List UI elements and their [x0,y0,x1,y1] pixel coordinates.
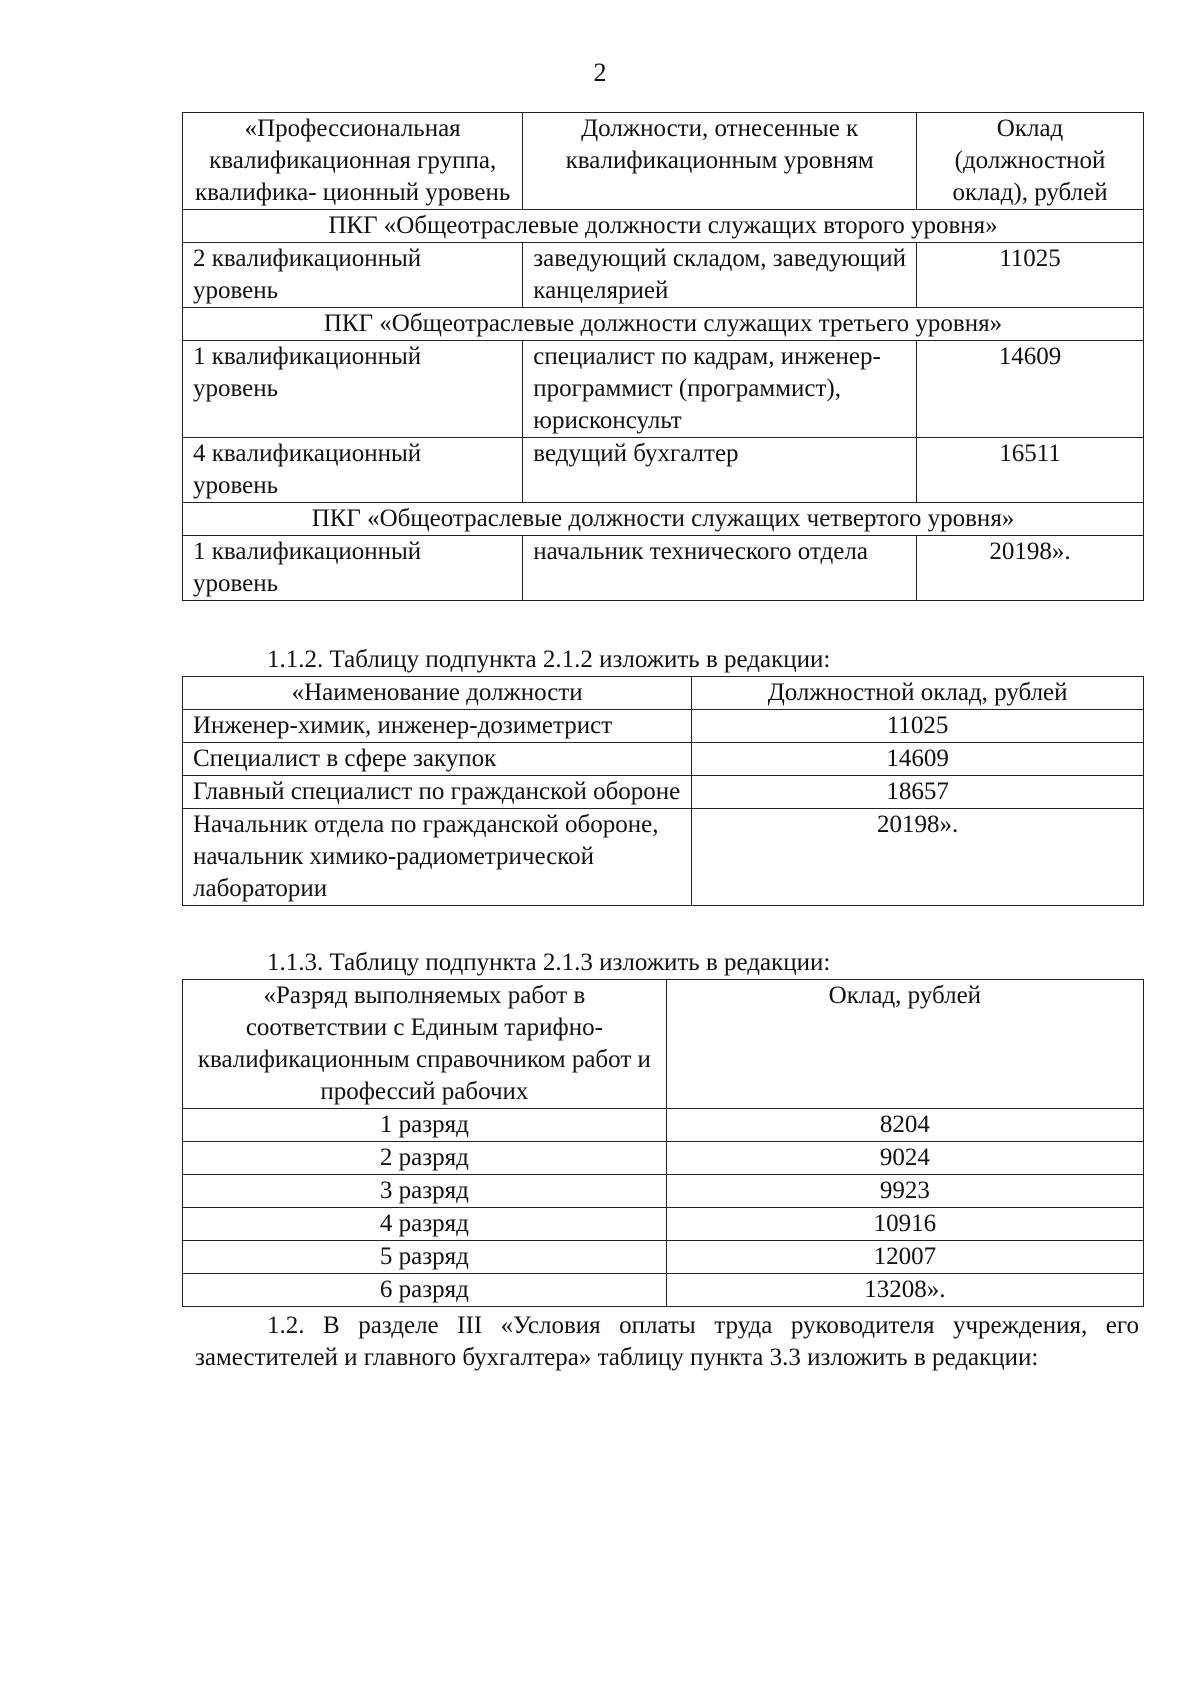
position-cell: Инженер-химик, инженер-дозиметрист [183,710,692,743]
table-row [183,1241,1144,1274]
worker-grade-table [182,979,1144,1307]
table-row [183,743,1144,776]
table-row [183,1109,1144,1142]
table-row [183,536,1144,601]
group-title: ПКГ «Общеотраслевые должности служащих второго уровня» [183,210,1144,243]
table-row [183,438,1144,503]
column-header-positions: Должности, отнесенные к квалификационным уровням [523,113,917,210]
table-row [183,243,1144,308]
table-row [183,341,1144,438]
grade-cell: 6 разряд [183,1274,667,1307]
column-header-position: «Наименование должности [183,677,692,710]
table-row [183,1274,1144,1307]
salary-cell: 11025 [917,243,1144,308]
salary-cell: 14609 [692,743,1144,776]
salary-cell: 11025 [692,710,1144,743]
position-cell: Главный специалист по гражданской обороне [183,776,692,809]
grade-cell: 5 разряд [183,1241,667,1274]
position-cell: Специалист в сфере закупок [183,743,692,776]
group-title-row [183,503,1144,536]
grade-cell: 4 разряд [183,1208,667,1241]
table-header-row [183,113,1144,210]
column-header-salary: Оклад (должностной оклад), рублей [917,113,1144,210]
grade-cell: 3 разряд [183,1175,667,1208]
paragraph-1-1-2: 1.1.2. Таблицу подпункта 2.1.2 изложить в редакции: [267,646,831,673]
group-title: ПКГ «Общеотраслевые должности служащих третьего уровня» [183,308,1144,341]
salary-cell: 13208». [666,1274,1143,1307]
grade-cell: 2 разряд [183,1142,667,1175]
salary-cell: 10916 [666,1208,1143,1241]
table-row [183,776,1144,809]
salary-cell: 12007 [666,1241,1143,1274]
table-row [183,1142,1144,1175]
positions-cell: заведующий складом, заведующий канцелярией [523,243,917,308]
column-header-grade: «Разряд выполняемых работ в соответствии с Единым тарифно-квалификационным справочником работ и профессий рабочих [183,980,667,1109]
column-header-group: «Профессиональная квалификационная группа, квалифика- ционный уровень [183,113,523,210]
qualification-groups-table [182,112,1144,601]
position-cell: Начальник отдела по гражданской обороне, начальник химико-радиометрической лаборатории [183,809,692,906]
column-header-salary: Должностной оклад, рублей [692,677,1144,710]
level-cell: 2 квалификационный уровень [183,243,523,308]
salary-cell: 16511 [917,438,1144,503]
table-row [183,710,1144,743]
salary-cell: 20198». [917,536,1144,601]
salary-cell: 14609 [917,341,1144,438]
grade-cell: 1 разряд [183,1109,667,1142]
positions-cell: ведущий бухгалтер [523,438,917,503]
salary-cell: 9923 [666,1175,1143,1208]
level-cell: 1 квалификационный уровень [183,341,523,438]
group-title-row [183,210,1144,243]
paragraph-1-2: 1.2. В разделе III «Условия оплаты труда руководителя учреждения, его заместителей и главного бухгалтера» таблицу пункта 3.3 изложить в редакции: [195,1312,1139,1371]
paragraph-1-1-3: 1.1.3. Таблицу подпункта 2.1.3 изложить в редакции: [267,949,831,976]
table-row [183,809,1144,906]
group-title: ПКГ «Общеотраслевые должности служащих четвертого уровня» [183,503,1144,536]
page-number: 2 [593,58,607,87]
group-title-row [183,308,1144,341]
salary-cell: 8204 [666,1109,1143,1142]
table-row [183,1208,1144,1241]
position-salary-table [182,676,1144,906]
table-header-row [183,677,1144,710]
positions-cell: начальник технического отдела [523,536,917,601]
salary-cell: 9024 [666,1142,1143,1175]
column-header-salary: Оклад, рублей [666,980,1143,1109]
positions-cell: специалист по кадрам, инженер-программист (программист), юрисконсульт [523,341,917,438]
salary-cell: 18657 [692,776,1144,809]
table-header-row [183,980,1144,1109]
level-cell: 1 квалификационный уровень [183,536,523,601]
salary-cell: 20198». [692,809,1144,906]
level-cell: 4 квалификационный уровень [183,438,523,503]
table-row [183,1175,1144,1208]
